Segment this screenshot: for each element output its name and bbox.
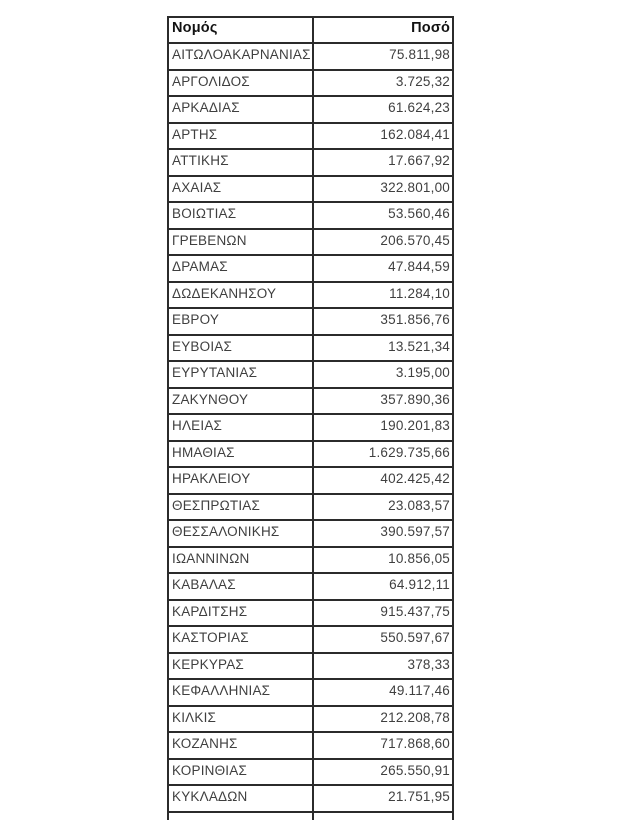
prefecture-cell: ΑΡΚΑΔΙΑΣ <box>168 96 313 123</box>
table-row <box>168 600 453 627</box>
table-row-partial <box>168 812 453 820</box>
amount-cell: 162.084,41 <box>313 123 453 150</box>
table-row <box>168 96 453 123</box>
amount-cell: 13.521,34 <box>313 335 453 362</box>
amount-cell: 265.550,91 <box>313 759 453 786</box>
prefecture-cell: ΕΒΡΟΥ <box>168 308 313 335</box>
prefecture-cell: ΘΕΣΠΡΩΤΙΑΣ <box>168 494 313 521</box>
prefecture-cell: ΚΑΡΔΙΤΣΗΣ <box>168 600 313 627</box>
table-row <box>168 361 453 388</box>
amount-cell: 322.801,00 <box>313 176 453 203</box>
amount-cell: 11.284,10 <box>313 282 453 309</box>
table-row <box>168 706 453 733</box>
amount-cell: 61.624,23 <box>313 96 453 123</box>
table-row <box>168 149 453 176</box>
table-row <box>168 202 453 229</box>
amount-cell: 390.597,57 <box>313 520 453 547</box>
amount-cell: 10.856,05 <box>313 547 453 574</box>
prefecture-cell: ΙΩΑΝΝΙΝΩΝ <box>168 547 313 574</box>
prefecture-cell: ΕΥΡΥΤΑΝΙΑΣ <box>168 361 313 388</box>
column-header-nomos: Νομός <box>168 17 313 43</box>
prefecture-cell: ΚΑΣΤΟΡΙΑΣ <box>168 626 313 653</box>
table-row <box>168 414 453 441</box>
amount-cell: 1.629.735,66 <box>313 441 453 468</box>
table-row <box>168 388 453 415</box>
prefecture-cell: ΑΡΓΟΛΙΔΟΣ <box>168 70 313 97</box>
prefecture-cell: ΚΙΛΚΙΣ <box>168 706 313 733</box>
amount-cell: 717.868,60 <box>313 732 453 759</box>
table-row <box>168 43 453 70</box>
prefecture-cell: ΑΡΤΗΣ <box>168 123 313 150</box>
prefecture-cell: ΗΜΑΘΙΑΣ <box>168 441 313 468</box>
prefecture-cell: ΑΙΤΩΛΟΑΚΑΡΝΑΝΙΑΣ <box>168 43 313 70</box>
amount-cell: 190.201,83 <box>313 414 453 441</box>
amount-cell: 351.856,76 <box>313 308 453 335</box>
column-header-poso: Ποσό <box>313 17 453 43</box>
table-header-row <box>168 17 453 43</box>
amount-cell: 357.890,36 <box>313 388 453 415</box>
amount-cell <box>313 812 453 820</box>
prefecture-amount-table <box>167 16 454 820</box>
prefecture-cell: ΗΛΕΙΑΣ <box>168 414 313 441</box>
table-row <box>168 732 453 759</box>
table-row <box>168 229 453 256</box>
prefecture-cell: ΕΥΒΟΙΑΣ <box>168 335 313 362</box>
table-row <box>168 520 453 547</box>
amount-cell: 212.208,78 <box>313 706 453 733</box>
prefecture-cell: ΒΟΙΩΤΙΑΣ <box>168 202 313 229</box>
table-row <box>168 335 453 362</box>
prefecture-cell: ΚΟΖΑΝΗΣ <box>168 732 313 759</box>
table-row <box>168 176 453 203</box>
table-row <box>168 441 453 468</box>
amount-cell: 206.570,45 <box>313 229 453 256</box>
table-row <box>168 653 453 680</box>
prefecture-cell: ΚΥΚΛΑΔΩΝ <box>168 785 313 812</box>
prefecture-cell: ΔΩΔΕΚΑΝΗΣΟΥ <box>168 282 313 309</box>
prefecture-cell: ΘΕΣΣΑΛΟΝΙΚΗΣ <box>168 520 313 547</box>
amount-cell: 75.811,98 <box>313 43 453 70</box>
table-row <box>168 255 453 282</box>
table-row <box>168 785 453 812</box>
amount-cell: 378,33 <box>313 653 453 680</box>
table-row <box>168 626 453 653</box>
amount-cell: 402.425,42 <box>313 467 453 494</box>
table-row <box>168 494 453 521</box>
amount-cell: 49.117,46 <box>313 679 453 706</box>
table-row <box>168 467 453 494</box>
prefecture-cell <box>168 812 313 820</box>
amount-cell: 21.751,95 <box>313 785 453 812</box>
prefecture-cell: ΚΟΡΙΝΘΙΑΣ <box>168 759 313 786</box>
amount-cell: 550.597,67 <box>313 626 453 653</box>
prefecture-cell: ΓΡΕΒΕΝΩΝ <box>168 229 313 256</box>
prefecture-cell: ΚΕΦΑΛΛΗΝΙΑΣ <box>168 679 313 706</box>
amount-cell: 47.844,59 <box>313 255 453 282</box>
amount-cell: 17.667,92 <box>313 149 453 176</box>
prefecture-cell: ΚΕΡΚΥΡΑΣ <box>168 653 313 680</box>
table-row <box>168 123 453 150</box>
table-row <box>168 573 453 600</box>
prefecture-cell: ΑΧΑΙΑΣ <box>168 176 313 203</box>
prefecture-cell: ΔΡΑΜΑΣ <box>168 255 313 282</box>
amount-cell: 3.725,32 <box>313 70 453 97</box>
prefecture-cell: ΗΡΑΚΛΕΙΟΥ <box>168 467 313 494</box>
amount-cell: 64.912,11 <box>313 573 453 600</box>
amount-cell: 915.437,75 <box>313 600 453 627</box>
table-row <box>168 759 453 786</box>
amount-cell: 53.560,46 <box>313 202 453 229</box>
prefecture-cell: ΚΑΒΑΛΑΣ <box>168 573 313 600</box>
amount-cell: 23.083,57 <box>313 494 453 521</box>
prefecture-cell: ΖΑΚΥΝΘΟΥ <box>168 388 313 415</box>
table-row <box>168 282 453 309</box>
table-row <box>168 547 453 574</box>
table-row <box>168 308 453 335</box>
table-row <box>168 679 453 706</box>
prefecture-cell: ΑΤΤΙΚΗΣ <box>168 149 313 176</box>
table-row <box>168 70 453 97</box>
amount-cell: 3.195,00 <box>313 361 453 388</box>
